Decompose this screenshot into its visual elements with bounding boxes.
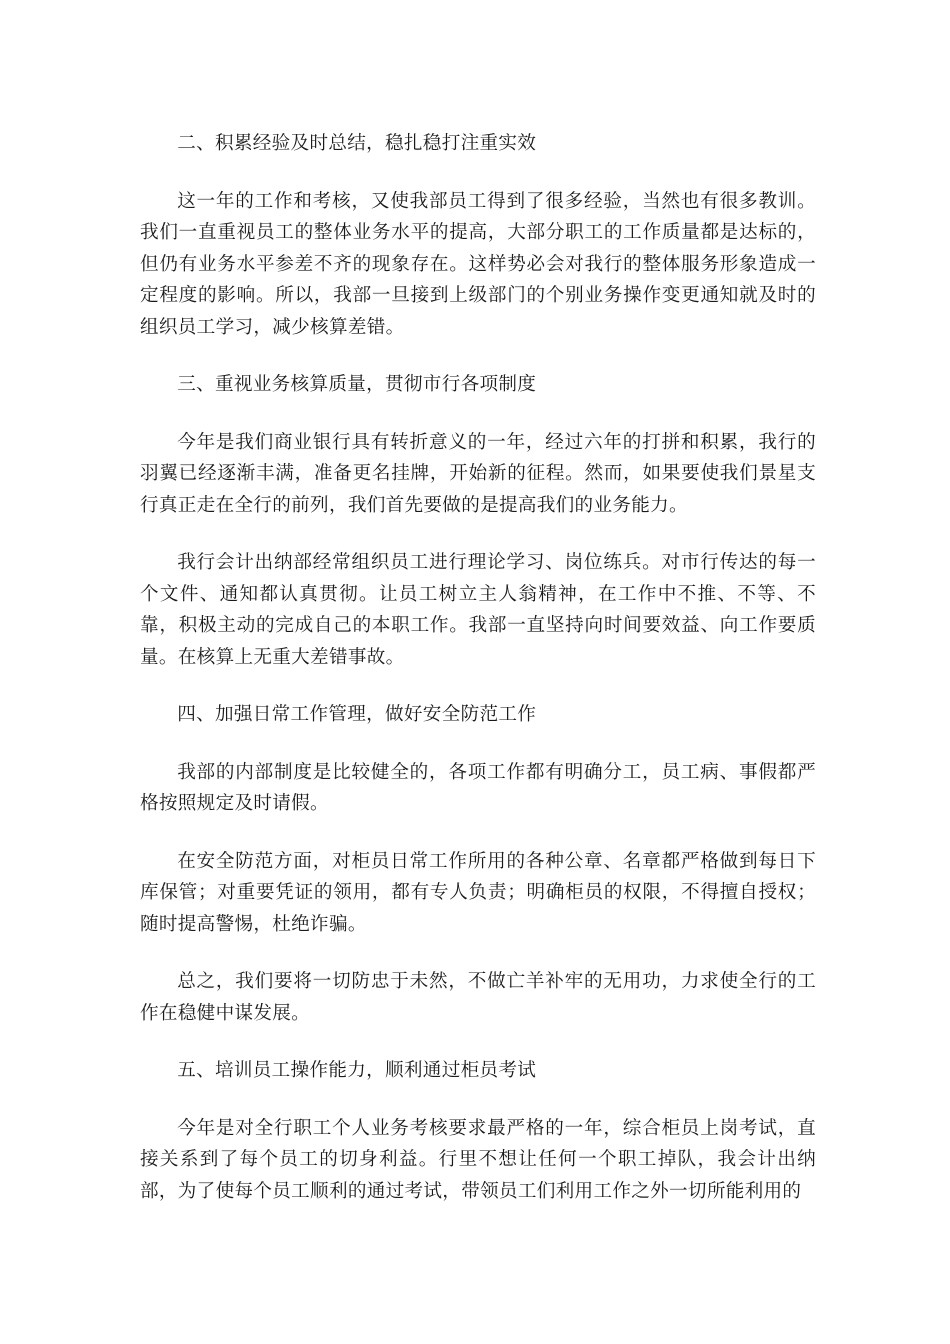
paragraph: 我部的内部制度是比较健全的，各项工作都有明确分工，员工病、事假都严格按照规定及时请假。 — [140, 761, 816, 814]
paragraph: 在安全防范方面，对柜员日常工作所用的各种公章、名章都严格做到每日下库保管；对重要凭证的领用，都有专人负责；明确柜员的权限，不得擅自授权；随时提高警惕，杜绝诈骗。 — [140, 850, 816, 935]
paragraph: 今年是我们商业银行具有转折意义的一年，经过六年的打拼和积累，我行的羽翼已经逐渐丰满，准备更名挂牌，开始新的征程。然而，如果要使我们景星支行真正走在全行的前列，我们首先要做的是提高我们的业务能力。 — [140, 431, 816, 516]
document-body — [140, 128, 816, 1233]
section-heading-2: 二、积累经验及时总结，稳扎稳打注重实效 — [177, 133, 537, 154]
section-heading-5: 五、培训员工操作能力，顺利通过柜员考试 — [177, 1060, 537, 1081]
paragraph: 我行会计出纳部经常组织员工进行理论学习、岗位练兵。对市行传达的每一个文件、通知都认真贯彻。让员工树立主人翁精神，在工作中不推、不等、不靠，积极主动的完成自己的本职工作。我部一直坚持向时间要效益、向工作要质量。在核算上无重大差错事故。 — [140, 552, 816, 668]
section-heading-4: 四、加强日常工作管理，做好安全防范工作 — [177, 704, 537, 725]
paragraph: 今年是对全行职工个人业务考核要求最严格的一年，综合柜员上岗考试，直接关系到了每个员工的切身利益。行里不想让任何一个职工掉队，我会计出纳部，为了使每个员工顺利的通过考试，带领员工们利用工作之外一切所能利用的 — [140, 1117, 816, 1202]
section-heading-3: 三、重视业务核算质量，贯彻市行各项制度 — [177, 374, 537, 395]
paragraph: 总之，我们要将一切防忠于未然，不做亡羊补牢的无用功，力求使全行的工作在稳健中谋发展。 — [140, 971, 816, 1024]
paragraph: 这一年的工作和考核，又使我部员工得到了很多经验，当然也有很多教训。我们一直重视员工的整体业务水平的提高，大部分职工的工作质量都是达标的，但仍有业务水平参差不齐的现象存在。这样势必会对我行的整体服务形象造成一定程度的影响。所以，我部一旦接到上级部门的个别业务操作变更通知就及时的组织员工学习，减少核算差错。 — [140, 190, 816, 338]
